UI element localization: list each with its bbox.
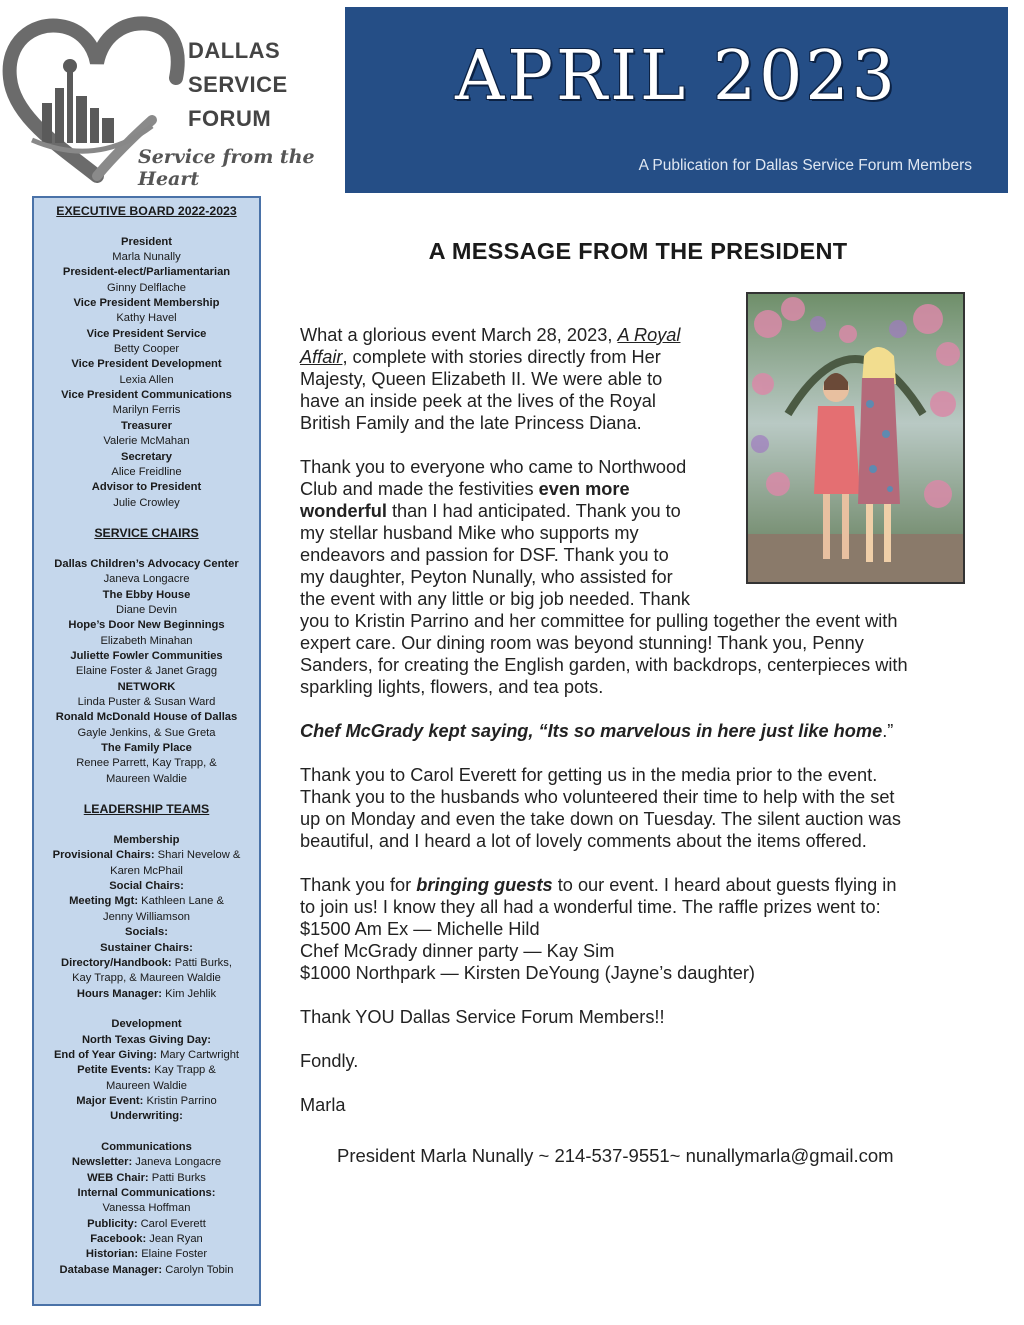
board-member: Marla Nunally (112, 251, 181, 264)
dsf-logo (2, 8, 332, 190)
team-role: Major Event: (76, 1094, 144, 1107)
team-role: Directory/Handbook: (61, 956, 172, 969)
board-role: Vice President Service (86, 327, 207, 340)
thanks-line: Thank YOU Dallas Service Forum Members!! (300, 1007, 665, 1027)
text-run: my daughter, Peyton Nunally, who assisted for (300, 567, 673, 587)
team-member: Kim Jehlik (162, 987, 217, 1000)
text-run: endeavors and passion for DSF. Thank you to (300, 545, 669, 565)
emphasis: wonderful (300, 501, 387, 521)
board-role: President-elect/Parliamentarian (62, 266, 231, 279)
membership-team (34, 833, 259, 1002)
article-body (300, 324, 980, 1116)
service-list (34, 557, 259, 787)
paragraph-event (300, 324, 980, 434)
text-run: expert care. Our dining room was beyond stunning! Thank you, Penny (300, 633, 864, 653)
service-agency: Ronald McDonald House of Dallas (55, 711, 238, 724)
raffle-prize: Chef McGrady dinner party — Kay Sim (300, 941, 615, 961)
team-member: Kay Trapp, & Maureen Waldie (72, 972, 221, 985)
board-role: President (121, 235, 172, 248)
communications-team (34, 1140, 259, 1278)
team-member: Karen McPhail (110, 864, 183, 877)
team-role: Socials: (125, 926, 168, 939)
team-title: Communications (101, 1140, 192, 1153)
sidebar-directory (32, 196, 261, 1306)
team-role: Newsletter: (71, 1156, 133, 1169)
service-chair: Maureen Waldie (105, 772, 188, 785)
service-chair: Renee Parrett, Kay Trapp, & (76, 757, 217, 770)
team-title: Membership (113, 834, 180, 847)
team-member: Shari Nevelow & (154, 849, 241, 862)
team-member: Mary Cartwright (156, 1048, 240, 1061)
executive-board-heading: EXECUTIVE BOARD 2022-2023 (56, 204, 237, 218)
text-run: What a glorious event March 28, 2023, (300, 325, 618, 345)
team-member: Vanessa Hoffman (102, 1202, 191, 1215)
board-member: Betty Cooper (113, 343, 180, 356)
team-role: End of Year Giving: (53, 1048, 157, 1061)
contact-line: President Marla Nunally ~ 214-537-9551~ nunallymarla@gmail.com (337, 1145, 894, 1166)
service-chair: Diane Devin (116, 603, 177, 616)
service-chair: Gayle Jenkins, & Sue Greta (77, 726, 216, 739)
board-member: Lexia Allen (119, 373, 174, 386)
raffle-prize: $1500 Am Ex — Michelle Hild (300, 919, 540, 939)
text-run: Thank you to the husbands who volunteered their time to help with the set (300, 787, 895, 807)
team-role: Sustainer Chairs: (100, 941, 193, 954)
team-member: Kristin Parrino (143, 1094, 217, 1107)
team-role: Internal Communications: (77, 1187, 216, 1199)
chef-quote (300, 720, 980, 742)
paragraph-media (300, 764, 980, 852)
text-run: Thank you for (300, 875, 417, 895)
team-role: WEB Chair: (87, 1171, 149, 1184)
leadership-teams-heading: LEADERSHIP TEAMS (83, 802, 210, 817)
team-member: Carolyn Tobin (162, 1263, 234, 1276)
team-role: Hours Manager: (76, 987, 163, 1000)
text-run: my stellar husband Mike who supports my (300, 523, 639, 543)
event-name: Affair (300, 347, 343, 367)
board-list (34, 235, 259, 511)
board-member: Valerie McMahan (103, 435, 190, 448)
paragraph-raffle (300, 874, 980, 984)
text-run: sparkling lights, flowers, and tea pots. (300, 677, 604, 697)
team-member: Kay Trapp & (151, 1064, 216, 1077)
team-role: Historian: (85, 1248, 139, 1261)
emphasis: even more (538, 479, 630, 499)
board-role: Treasurer (121, 419, 172, 432)
text-run: the event with any little or big job needed. Thank (300, 589, 690, 609)
team-title: Development (111, 1018, 182, 1031)
team-member: Jenny Williamson (102, 910, 191, 923)
raffle-prize: $1000 Northpark — Kirsten DeYoung (Jayne’s daughter) (300, 963, 755, 983)
service-chair: Linda Puster & Susan Ward (77, 696, 216, 708)
team-role: Provisional Chairs: (52, 849, 155, 862)
service-agency: Hope’s Door New Beginnings (68, 619, 225, 632)
board-member: Ginny Delflache (107, 281, 186, 294)
service-agency: The Family Place (101, 742, 192, 755)
text-run: Majesty, Queen Elizabeth II. We were able to (300, 369, 663, 389)
team-member: Elaine Foster (138, 1248, 208, 1261)
team-role: Database Manager: (59, 1263, 163, 1276)
service-chair: Elaine Foster & Janet Gragg (75, 665, 218, 678)
service-agency: NETWORK (117, 680, 176, 693)
team-member: Janeva Longacre (132, 1156, 222, 1169)
service-agency: The Ebby House (102, 588, 191, 601)
team-role: Publicity: (87, 1217, 138, 1230)
board-member: Marilyn Ferris (112, 404, 181, 417)
publication-subtitle: A Publication for Dallas Service Forum Members (638, 157, 972, 174)
text-run: Sanders, for creating the English garden, with backdrops, centerpieces with (300, 655, 908, 675)
quote-text: Chef McGrady kept saying, “Its so marvelous in here just like home (300, 721, 883, 741)
text-run: British Family and the late Princess Diana. (300, 413, 642, 433)
closing-line: Fondly. (300, 1051, 359, 1071)
text-run: up on Monday and even the take down on Tuesday. The silent auction was (300, 809, 901, 829)
event-name: A Royal (617, 325, 681, 345)
team-member: Patti Burks, (171, 956, 232, 969)
team-role: Meeting Mgt: (69, 895, 139, 908)
logo-word-forum: FORUM (188, 106, 272, 131)
masthead-banner (345, 7, 1008, 193)
emphasis: bringing guests (416, 875, 553, 895)
team-member: Carol Everett (137, 1217, 206, 1230)
team-member: Patti Burks (148, 1171, 206, 1184)
text-run: beautiful, and I heard a lot of lovely comments about the items offered. (300, 831, 867, 851)
team-role: Social Chairs: (109, 880, 184, 893)
text-run: have an inside peek at the lives of the Royal (300, 391, 656, 411)
team-member: Maureen Waldie (105, 1079, 188, 1092)
logo-tagline: Service from the Heart (138, 146, 315, 190)
service-agency: Juliette Fowler Communities (70, 649, 223, 662)
text-run: than I had anticipated. Thank you to (386, 501, 681, 521)
service-agency: Dallas Children’s Advocacy Center (54, 557, 239, 570)
team-role: Underwriting: (110, 1110, 183, 1123)
signature: Marla (300, 1095, 346, 1115)
board-role: Secretary (120, 450, 172, 463)
logo-word-service: SERVICE (188, 72, 288, 97)
team-member: Kathleen Lane & (138, 895, 224, 908)
board-role: Vice President Communications (61, 389, 232, 402)
logo-word-dallas: DALLAS (188, 38, 281, 63)
board-role: Vice President Development (71, 358, 222, 371)
article-heading: A MESSAGE FROM THE PRESIDENT (428, 238, 848, 264)
text-run: to our event. I heard about guests flying in (552, 875, 897, 895)
text-run: Thank you to everyone who came to Northwood (300, 457, 687, 477)
service-chair: Janeva Longacre (103, 573, 190, 586)
team-role: North Texas Giving Day: (81, 1033, 212, 1046)
text-run: Club and made the festivities (300, 479, 539, 499)
board-role: Vice President Membership (73, 297, 220, 310)
board-member: Alice Freidline (111, 465, 182, 478)
service-chair: Elizabeth Minahan (100, 634, 193, 647)
issue-title: APRIL 2023 (455, 37, 898, 116)
text-run: , complete with stories directly from Her (342, 347, 661, 367)
team-role: Petite Events: (77, 1064, 152, 1077)
development-team (34, 1017, 259, 1124)
board-role: Advisor to President (91, 481, 202, 494)
team-member: Jean Ryan (146, 1233, 203, 1246)
team-role: Facebook: (90, 1233, 147, 1246)
text-run: Thank you to Carol Everett for getting us in the media prior to the event. (300, 765, 878, 785)
text-run: to join us! I know they all had a wonderful time. The raffle prizes went to: (300, 897, 881, 917)
paragraph-thanks (300, 456, 980, 698)
text-run: you to Kristin Parrino and her committee for pulling together the event with (300, 611, 898, 631)
text-run: .” (882, 721, 894, 741)
board-member: Julie Crowley (113, 496, 180, 509)
board-member: Kathy Havel (116, 312, 177, 325)
service-chairs-heading: SERVICE CHAIRS (94, 526, 199, 541)
